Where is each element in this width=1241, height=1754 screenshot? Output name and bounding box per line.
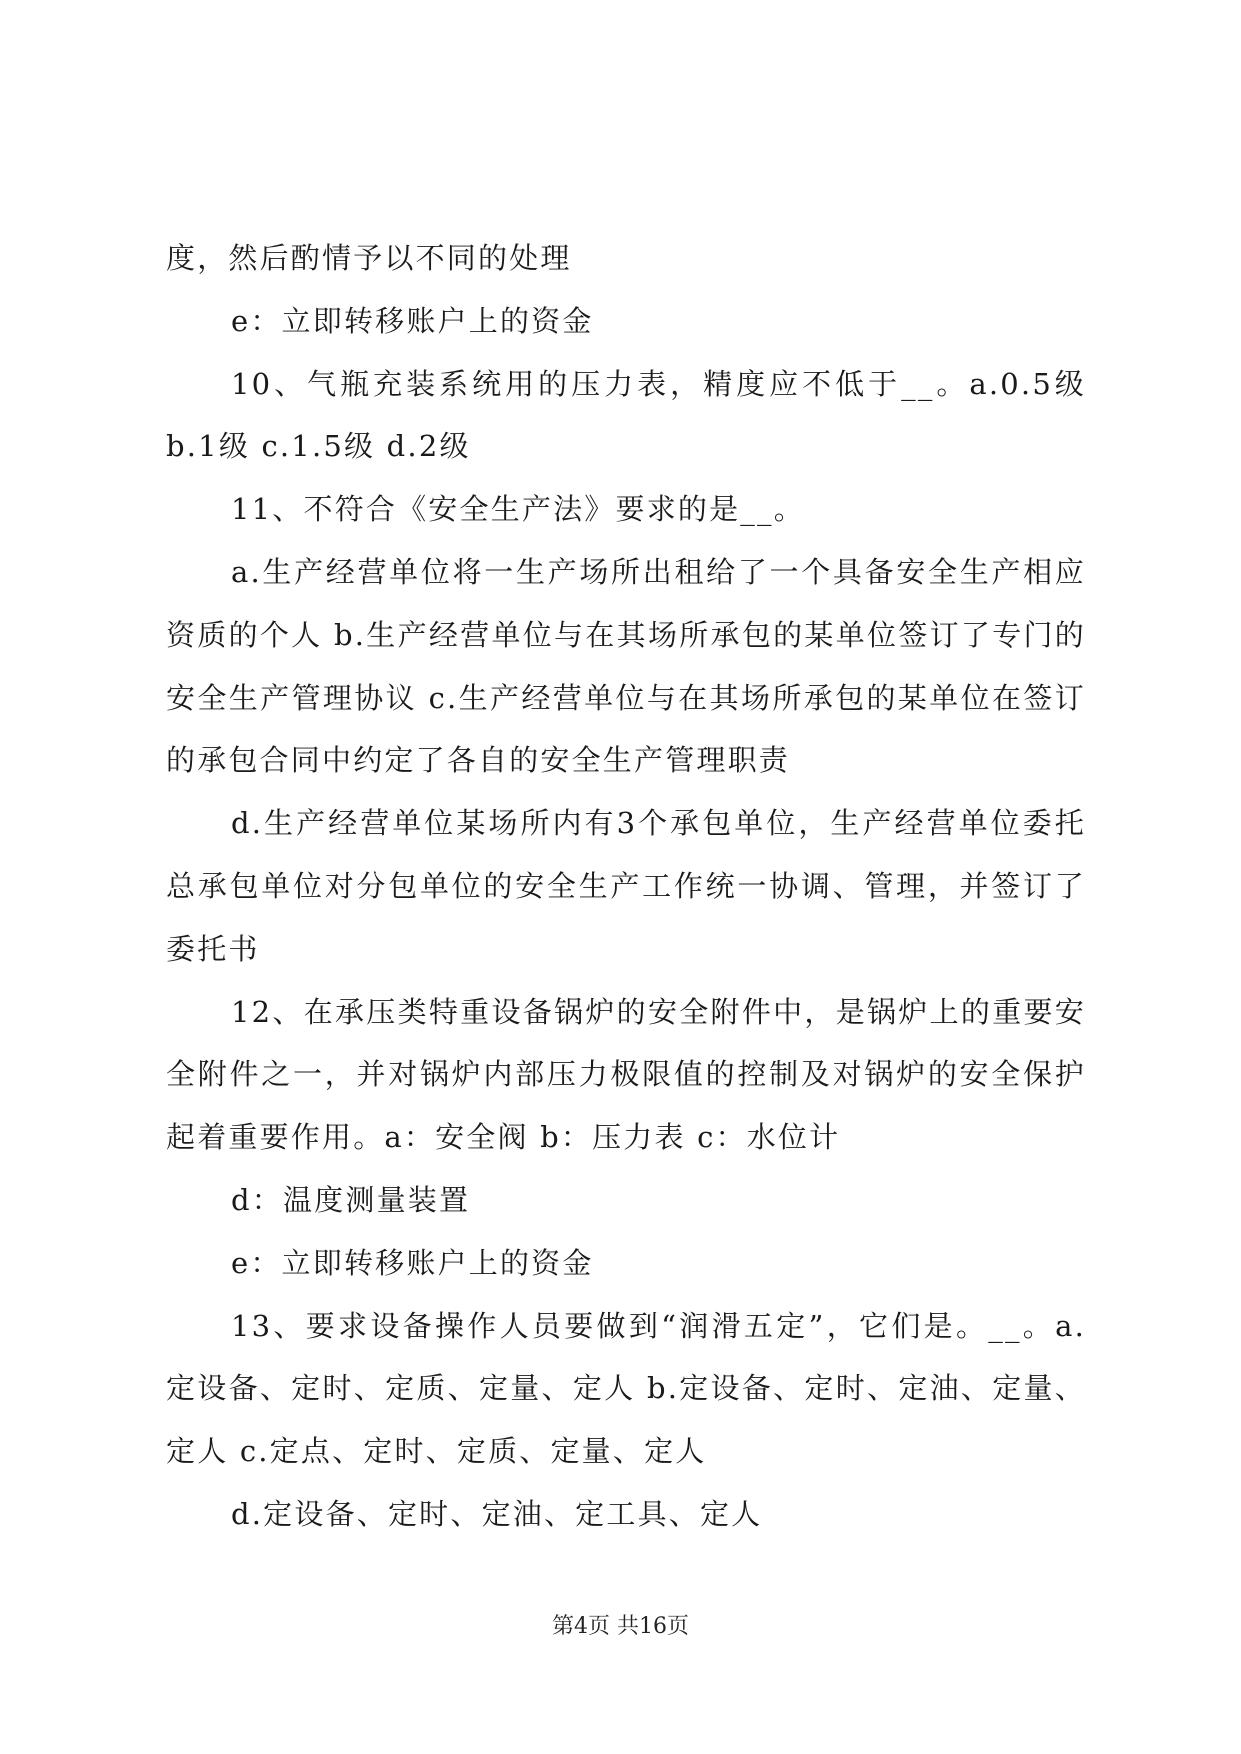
- paragraph: 度，然后酌情予以不同的处理: [166, 241, 572, 275]
- document-body: [166, 227, 1086, 1546]
- question-12-option-e: e：立即转移账户上的资金: [231, 1245, 594, 1280]
- question-13: 13、要求设备操作人员要做到“润滑五定”，它们是。__。a.定设备、定时、定质、定量、定人 b.定设备、定时、定油、定量、定人 c.定点、定时、定质、定量、定人: [166, 1308, 1086, 1469]
- question-12-option-d: d：温度测量装置: [231, 1182, 471, 1217]
- question-11-options-abc: a.生产经营单位将一生产场所出租给了一个具备安全生产相应资质的个人 b.生产经营单位与在其场所承包的某单位签订了专门的安全生产管理协议 c.生产经营单位与在其场所承包的某单位在签订的承包合同中约定了各自的安全生产管理职责: [166, 554, 1086, 778]
- question-10: 10、气瓶充装系统用的压力表，精度应不低于__。a.0.5级 b.1级 c.1.5级 d.2级: [166, 366, 1086, 464]
- question-11-option-d: d.生产经营单位某场所内有3个承包单位，生产经营单位委托总承包单位对分包单位的安全生产工作统一协调、管理，并签订了委托书: [166, 806, 1086, 966]
- paragraph: e：立即转移账户上的资金: [231, 303, 594, 338]
- question-13-option-d: d.定设备、定时、定油、定工具、定人: [231, 1496, 763, 1531]
- question-11: 11、不符合《安全生产法》要求的是__。: [231, 492, 805, 527]
- question-12: 12、在承压类特重设备锅炉的安全附件中，是锅炉上的重要安全附件之一，并对锅炉内部压力极限值的控制及对锅炉的安全保护起着重要作用。a：安全阀 b：压力表 c：水位计: [166, 994, 1086, 1155]
- page-footer: 第4页 共16页: [552, 1614, 689, 1639]
